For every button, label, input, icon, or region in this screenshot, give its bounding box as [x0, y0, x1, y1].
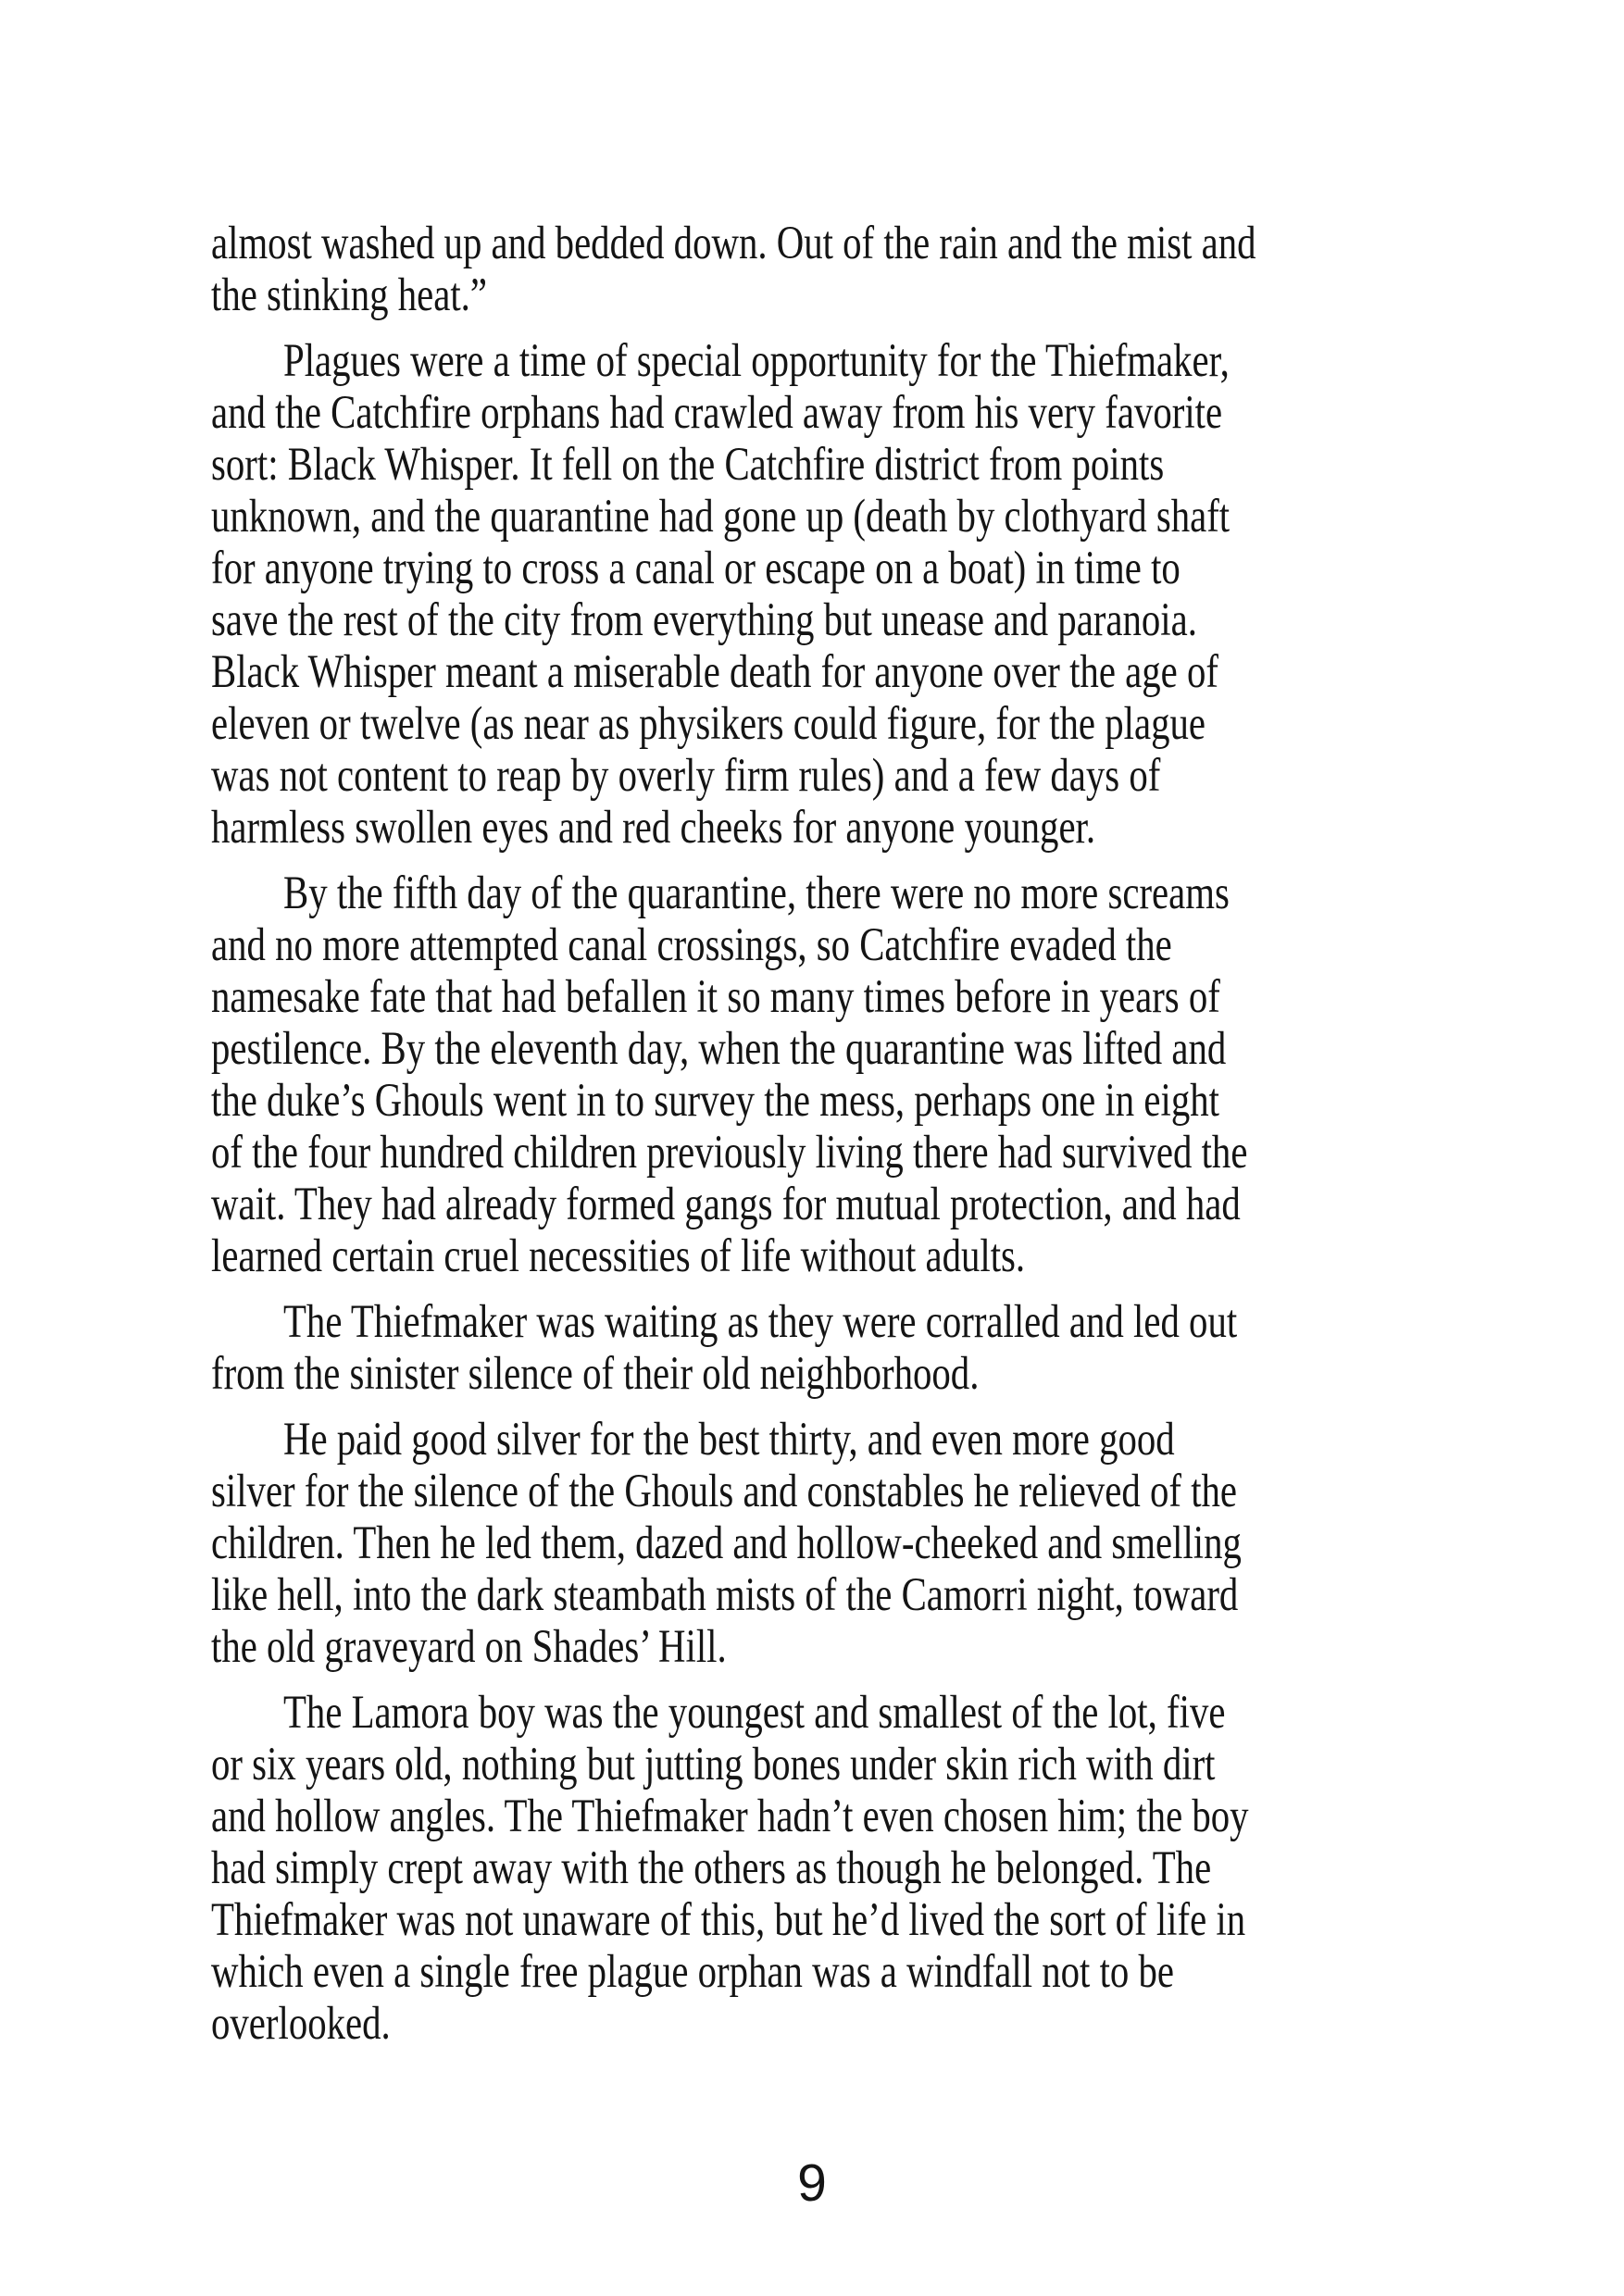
text-line: unknown, and the quarantine had gone up (death by clothyard shaft: [211, 491, 1230, 543]
text-line: Plagues were a time of special opportunity for the Thiefmaker,: [283, 335, 1230, 387]
text-line: or six years old, nothing but jutting bones under skin rich with dirt: [211, 1739, 1216, 1791]
text-line: the old graveyard on Shades’ Hill.: [211, 1621, 727, 1673]
page-text: [211, 218, 1507, 2064]
text-line: harmless swollen eyes and red cheeks for anyone younger.: [211, 802, 1096, 854]
paragraph: [211, 218, 1507, 321]
text-line: learned certain cruel necessities of life without adults.: [211, 1230, 1026, 1282]
text-line: By the fifth day of the quarantine, there were no more screams: [283, 867, 1230, 919]
text-line: almost washed up and bedded down. Out of the rain and the mist and: [211, 218, 1256, 269]
text-line: from the sinister silence of their old neighborhood.: [211, 1348, 980, 1400]
text-line: of the four hundred children previously living there had survived the: [211, 1127, 1248, 1179]
text-line: The Thiefmaker was waiting as they were corralled and led out: [283, 1296, 1238, 1348]
paragraph: [211, 1296, 1507, 1400]
text-line: had simply crept away with the others as though he belonged. The: [211, 1842, 1212, 1894]
text-line: and no more attempted canal crossings, so Catchfire evaded the: [211, 919, 1172, 971]
text-line: and the Catchfire orphans had crawled away from his very favorite: [211, 387, 1223, 439]
paragraph: [211, 1687, 1507, 2050]
text-line: silver for the silence of the Ghouls and constables he relieved of the: [211, 1466, 1238, 1517]
paragraph: [211, 867, 1507, 1282]
text-line: which even a single free plague orphan was a windfall not to be: [211, 1946, 1175, 1998]
page-number: 9: [797, 2153, 827, 2213]
text-line: namesake fate that had befallen it so many times before in years of: [211, 971, 1220, 1023]
text-line: pestilence. By the eleventh day, when the quarantine was lifted and: [211, 1023, 1227, 1075]
text-line: eleven or twelve (as near as physikers could figure, for the plague: [211, 698, 1206, 750]
text-line: the duke’s Ghouls went in to survey the mess, perhaps one in eight: [211, 1075, 1219, 1127]
text-line: wait. They had already formed gangs for mutual protection, and had: [211, 1179, 1241, 1230]
text-line: Thiefmaker was not unaware of this, but he’d lived the sort of life in: [211, 1894, 1246, 1946]
text-line: was not content to reap by overly firm rules) and a few days of: [211, 750, 1161, 802]
text-line: for anyone trying to cross a canal or escape on a boat) in time to: [211, 543, 1181, 594]
text-line: save the rest of the city from everything but unease and paranoia.: [211, 594, 1197, 646]
text-line: overlooked.: [211, 1998, 391, 2050]
text-line: He paid good silver for the best thirty, and even more good: [283, 1414, 1175, 1466]
text-line: the stinking heat.”: [211, 269, 487, 321]
paragraph: [211, 335, 1507, 854]
text-line: children. Then he led them, dazed and hollow-cheeked and smelling: [211, 1517, 1242, 1569]
text-line: Black Whisper meant a miserable death for anyone over the age of: [211, 646, 1218, 698]
text-line: sort: Black Whisper. It fell on the Catchfire district from points: [211, 439, 1165, 491]
text-line: The Lamora boy was the youngest and smallest of the lot, five: [283, 1687, 1226, 1739]
text-line: like hell, into the dark steambath mists of the Camorri night, toward: [211, 1569, 1239, 1621]
text-line: and hollow angles. The Thiefmaker hadn’t even chosen him; the boy: [211, 1791, 1249, 1842]
paragraph: [211, 1414, 1507, 1673]
